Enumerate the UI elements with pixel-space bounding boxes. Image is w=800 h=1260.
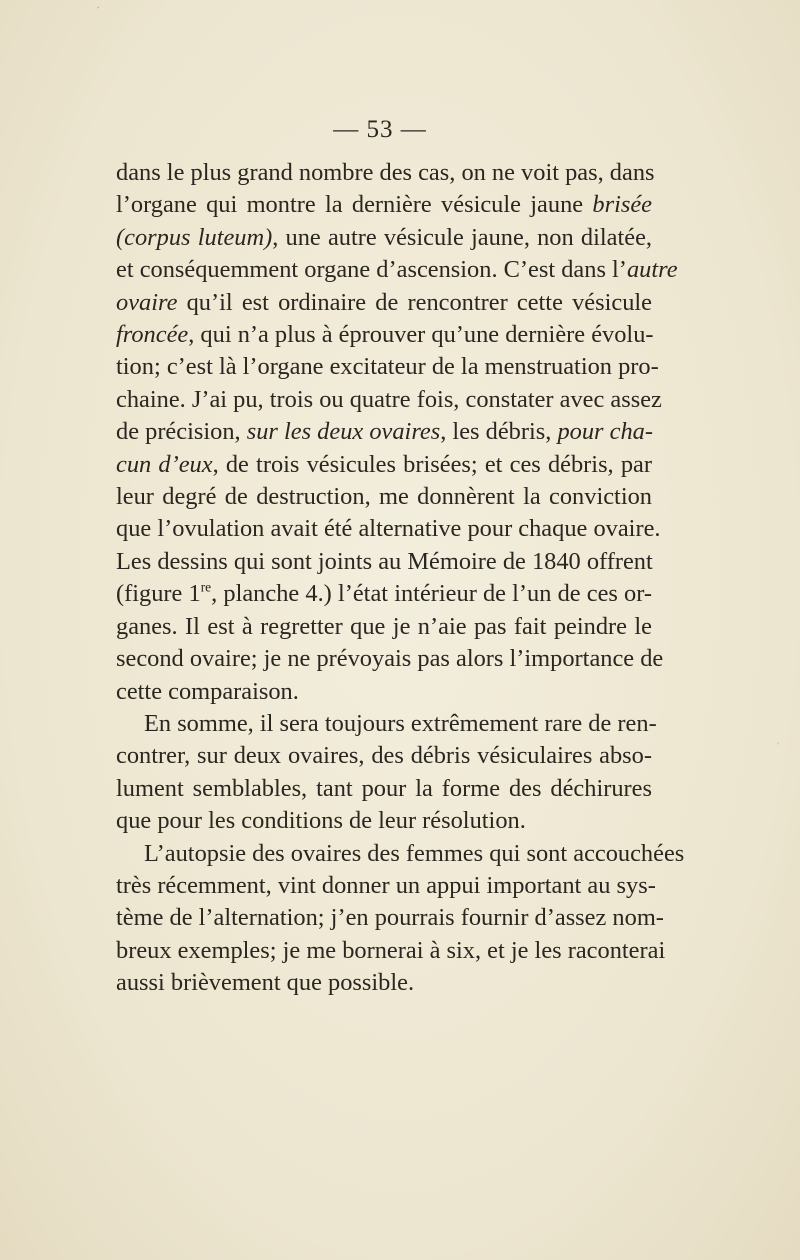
text-line [116, 740, 652, 772]
text-run: que pour les conditions de leur résolution. [116, 807, 526, 835]
text-run: cette comparaison. [116, 677, 299, 705]
text-line [116, 254, 678, 286]
text-run: , qui n’a plus à éprouver qu’une dernière évolu- [188, 321, 654, 349]
italic-text: froncée [116, 321, 189, 349]
italic-text: cun d’eux [116, 450, 213, 478]
text-run: tème de l’alternation; j’en pourrais fournir d’assez nom- [116, 904, 664, 932]
text-line [116, 513, 661, 545]
text-line [116, 708, 657, 740]
text-run: L’autopsie des ovaires des femmes qui sont accouchées [144, 839, 685, 867]
superscript-text: re [200, 579, 212, 595]
text-run: dans le plus grand nombre des cas, on ne voit pas, dans [116, 159, 655, 186]
text-run: second ovaire; je ne prévoyais pas alors l’importance de [116, 645, 664, 673]
text-line [116, 676, 652, 708]
text-run: leur degré de destruction, me donnèrent la conviction [116, 483, 652, 511]
text-run: tion; c’est là l’organe excitateur de la menstruation pro- [116, 353, 659, 381]
italic-text: brisée [592, 191, 652, 219]
paper-speck: ˈ [776, 740, 780, 754]
text-run: Les dessins qui sont joints au Mémoire de 1840 offrent [116, 547, 653, 575]
text-line [116, 481, 652, 513]
italic-text: autre [626, 256, 678, 284]
text-line [116, 384, 662, 416]
paragraph [116, 708, 657, 838]
italic-text: ovaire [116, 288, 178, 316]
text-run: de précision, [116, 418, 247, 446]
text-run: En somme, il sera toujours extrêmement rare de ren- [144, 709, 657, 737]
body-text [116, 157, 685, 1000]
italic-text: (corpus luteum) [116, 223, 273, 251]
text-run: , les débris, [440, 418, 558, 446]
text-run: , planche 4.) l’état intérieur de l’un de ces or- [211, 580, 652, 608]
text-line [116, 449, 652, 481]
paragraph [116, 838, 685, 1000]
text-run: l’organe qui montre la dernière vésicule jaune [116, 191, 593, 219]
text-line [116, 935, 666, 967]
text-line [116, 351, 659, 383]
text-run: ganes. Il est à regretter que je n’aie pas fait peindre le [116, 612, 652, 640]
text-line [116, 967, 652, 999]
text-run: chaine. J’ai pu, trois ou quatre fois, constater avec assez [116, 385, 662, 413]
text-run: qu’il est ordinaire de rencontrer cette vésicule [177, 288, 652, 316]
paragraph [116, 157, 678, 708]
text-run: aussi brièvement que possible. [116, 969, 415, 997]
text-run: (figure 1 [116, 580, 201, 608]
text-line [116, 319, 652, 351]
text-line [116, 773, 652, 805]
paper-speck: ˊ [96, 4, 100, 18]
text-line [116, 578, 652, 610]
text-run: contrer, sur deux ovaires, des débris vésiculaires abso- [116, 742, 652, 770]
text-line [116, 287, 652, 319]
text-line [116, 870, 656, 902]
text-run: que l’ovulation avait été alternative pour chaque ovaire. [116, 515, 661, 543]
text-run: et conséquemment organe d’ascension. C’est dans l’ [116, 256, 627, 284]
text-line [116, 416, 652, 448]
italic-text: sur les deux ovaires [246, 418, 441, 446]
text-run: , une autre vésicule jaune, non dilatée, [272, 223, 652, 251]
text-line [116, 902, 664, 934]
text-line [116, 189, 652, 221]
text-line [116, 805, 652, 837]
text-run: , de trois vésicules brisées; et ces débris, par [212, 450, 652, 478]
text-run: très récemment, vint donner un appui important au sys- [116, 871, 656, 899]
text-run: lument semblables, tant pour la forme des déchirures [116, 774, 652, 802]
text-line [116, 838, 685, 870]
text-line [116, 546, 652, 578]
text-line [116, 643, 664, 675]
text-line [116, 611, 652, 643]
page-number: — 53 — [333, 116, 427, 143]
text-run: breux exemples; je me bornerai à six, et je les raconterai [116, 936, 666, 964]
italic-text: pour cha- [557, 418, 653, 446]
text-line [116, 157, 655, 189]
text-line [116, 222, 652, 254]
